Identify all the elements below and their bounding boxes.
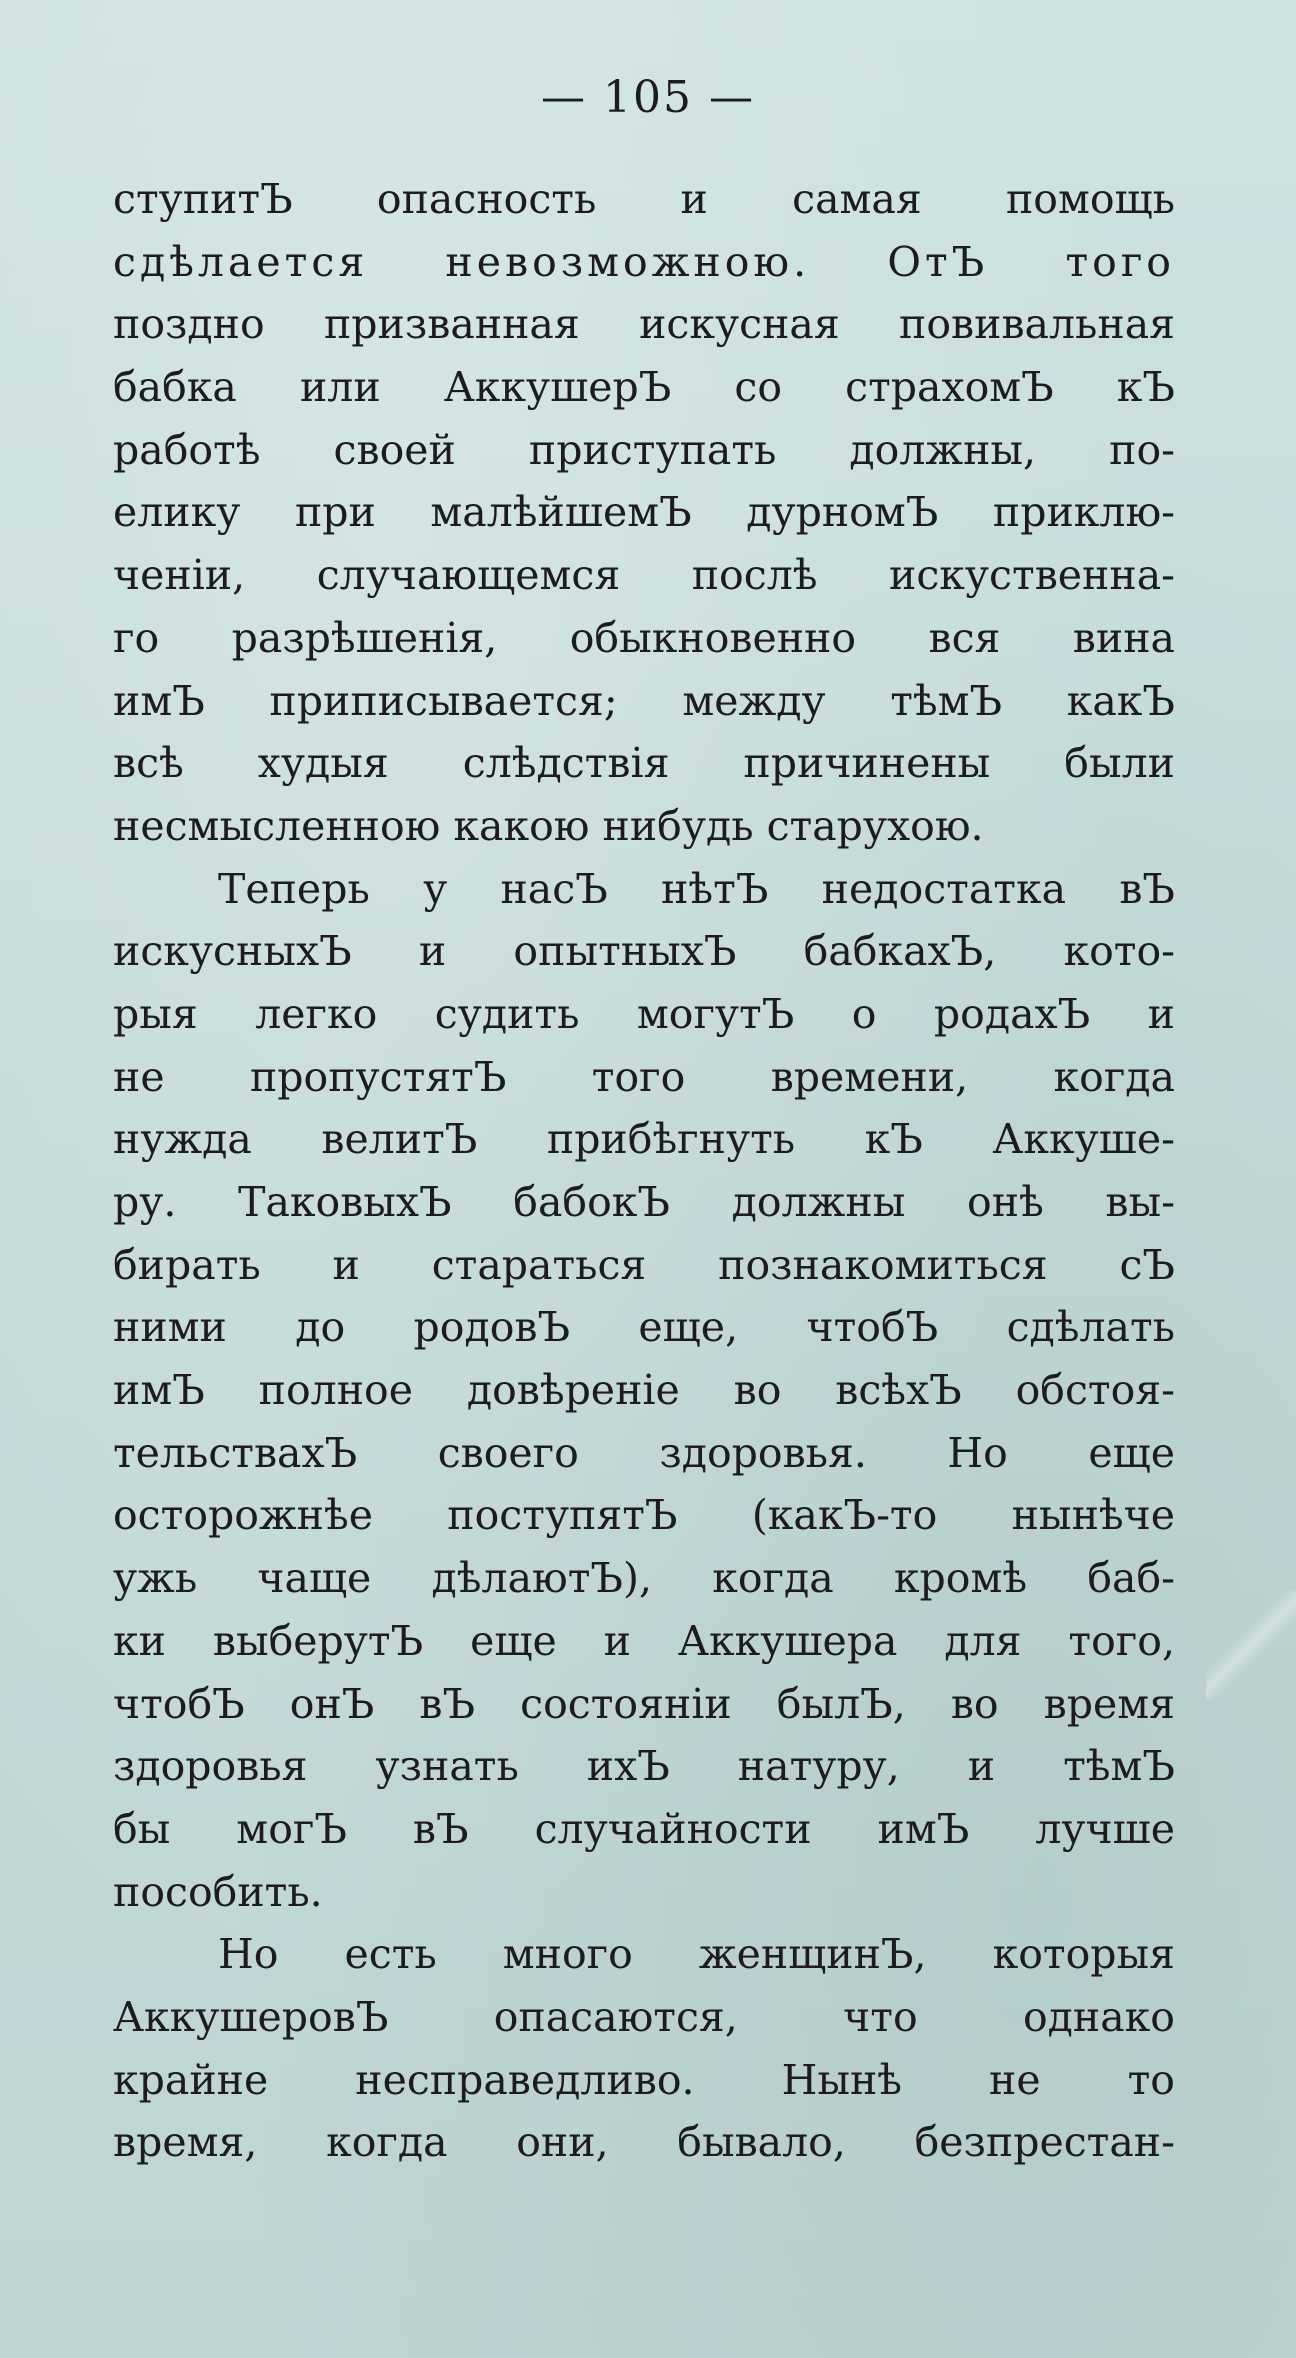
text-line: ки выберутЪ еще и Аккушера для того, (113, 1616, 1175, 1665)
text-line: имЪ приписывается; между тѣмЪ какЪ (113, 676, 1175, 725)
text-line: поздно призванная искусная повивальная (113, 300, 1175, 349)
text-line: Но есть много женщинЪ, которыя (218, 1930, 1175, 1979)
text-line: ченіи, случающемся послѣ искуственна- (113, 551, 1175, 600)
text-line: елику при малѣйшемЪ дурномЪ приклю- (113, 488, 1175, 537)
text-line: время, когда они, бывало, безпрестан- (113, 2118, 1175, 2167)
text-line: АккушеровЪ опасаются, что однако (113, 1992, 1175, 2041)
text-line: Теперь у насЪ нѣтЪ недостатка вЪ (218, 864, 1175, 913)
text-line: ужь чаще дѣлаютЪ), когда кромѣ баб- (113, 1554, 1175, 1603)
page-number: — 105 — (541, 72, 755, 123)
text-line: крайне несправедливо. Нынѣ не то (113, 2055, 1175, 2104)
text-line: бирать и стараться познакомиться сЪ (113, 1240, 1175, 1289)
paragraph-1 (113, 168, 1175, 858)
text-line: несмысленною какою нибудь старухою. (113, 801, 984, 850)
text-line: бы могЪ вЪ случайности имЪ лучше (113, 1804, 1175, 1853)
paper-fold-mark (1206, 1590, 1296, 1700)
text-line: го разрѣшенія, обыкновенно вся вина (113, 613, 1175, 662)
paragraph-3 (113, 1923, 1175, 2174)
text-line: тельствахЪ своего здоровья. Но еще (113, 1428, 1175, 1477)
text-line: нужда велитЪ прибѣгнуть кЪ Аккуше- (113, 1115, 1175, 1164)
text-line: не пропустятЪ того времени, когда (113, 1052, 1175, 1101)
text-line: искусныхЪ и опытныхЪ бабкахЪ, кото- (113, 927, 1175, 976)
text-line: сдѣлается невозможною. ОтЪ того (113, 237, 1175, 286)
text-line: бабка или АккушерЪ со страхомЪ кЪ (113, 363, 1175, 412)
text-line: здоровья узнать ихЪ натуру, и тѣмЪ (113, 1742, 1175, 1791)
text-line: работѣ своей приступать должны, по- (113, 425, 1175, 474)
text-line: рыя легко судить могутЪ о родахЪ и (113, 989, 1175, 1038)
text-line: осторожнѣе поступятЪ (какЪ-то нынѣче (113, 1491, 1175, 1540)
text-line: ру. ТаковыхЪ бабокЪ должны онѣ вы- (113, 1178, 1175, 1226)
text-line: ступитЪ опасность и самая помощь (113, 175, 1175, 223)
text-line: чтобЪ онЪ вЪ состояніи былЪ, во время (113, 1679, 1175, 1728)
paragraph-2 (113, 858, 1175, 1924)
text-line: пособить. (113, 1867, 323, 1916)
body-text (113, 168, 1175, 2174)
text-line: имЪ полное довѣреніе во всѣхЪ обстоя- (113, 1366, 1175, 1415)
text-line: ними до родовЪ еще, чтобЪ сдѣлать (113, 1303, 1175, 1352)
text-line: всѣ худыя слѣдствія причинены были (113, 739, 1175, 788)
